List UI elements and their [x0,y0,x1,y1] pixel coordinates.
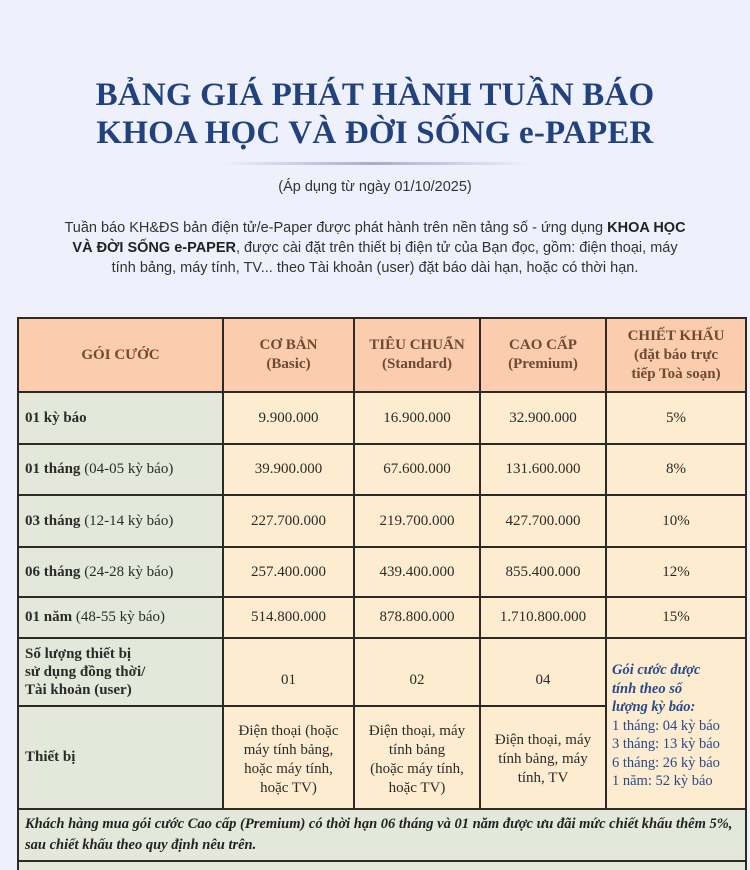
header-standard [354,318,480,392]
title-line-2: KHOA HỌC VÀ ĐỜI SỐNG e-PAPER [96,115,654,151]
note-item: 1 tháng: 04 kỳ báo [612,717,720,734]
row-label [18,597,223,638]
row-label [18,392,223,444]
price-basic: 514.800.000 [223,597,354,638]
table-header-row [18,318,746,392]
table-row [18,392,746,444]
row-label [18,547,223,597]
note-item: 6 tháng: 26 kỳ báo [612,754,720,771]
next-row-partial [18,861,746,870]
row-label-detail: (12-14 kỳ báo) [80,512,174,529]
discount-value: 5% [606,392,746,444]
row-label-bold: 01 kỳ báo [25,409,87,426]
page-title [0,76,750,152]
row-label-bold: 03 tháng [25,512,81,529]
title-divider [222,162,528,165]
intro-text-1: Tuần báo KH&ĐS bản điện tử/e-Paper được phát hành trên nền tảng số - ứng dụng [64,220,608,236]
row-label [18,444,223,495]
devices-basic-line: hoặc TV) [260,779,317,796]
concurrent-premium: 04 [480,638,606,706]
price-premium: 131.600.000 [480,444,606,495]
intro-text-2: , được cài đặt trên thiết bị điện tử của Bạn đọc, gồm: điện thoại, máy tính bảng, máy tính, TV... theo Tài khoản (user) đặt báo dài hạn, hoặc có thời hạn. [111,240,678,276]
discount-value: 15% [606,597,746,638]
header-basic-sub: (Basic) [266,356,311,372]
table-row [18,444,746,495]
row-label-bold: 01 tháng [25,461,81,477]
note-heading-line-1: Gói cước được [612,662,701,678]
concurrent-label-line-1: Số lượng thiết bị [25,646,132,662]
price-standard: 67.600.000 [354,444,480,495]
intro-app-name: KHOA HỌC VÀ ĐỜI SỐNG e-PAPER [72,220,686,256]
devices-basic-line: hoặc máy tính, [244,760,333,777]
price-premium: 427.700.000 [480,495,606,547]
devices-label [18,706,223,809]
price-table [17,317,747,870]
concurrent-devices-row [18,638,746,706]
concurrent-label-line-2: sử dụng đồng thời/ [25,664,146,680]
price-basic: 257.400.000 [223,547,354,597]
devices-basic-line: Điện thoại (hoặc [238,722,339,739]
devices-standard [354,706,480,809]
devices-basic [223,706,354,809]
footnote-row [18,809,746,861]
row-label-bold: 06 tháng [25,563,81,580]
header-standard-title: TIÊU CHUẨN [369,337,465,353]
devices-label-text: Thiết bị [25,749,76,765]
devices-standard-line: hoặc TV) [388,779,446,796]
premium-extra-discount-note: Khách hàng mua gói cước Cao cấp (Premium) có thời hạn 06 tháng và 01 năm được ưu đãi mức chiết khấu thêm 5%, sau chiết khấu theo quy định nêu trên. [18,809,746,861]
devices-premium [480,706,606,809]
concurrent-basic: 01 [223,638,354,706]
price-basic: 39.900.000 [223,444,354,495]
header-standard-sub: (Standard) [381,356,452,372]
discount-value: 12% [606,547,746,597]
devices-premium-line: Điện thoại, máy [494,732,592,748]
price-basic: 9.900.000 [223,392,354,444]
intro-paragraph [60,218,690,278]
note-heading-line-2: tính theo số [612,680,683,697]
table-row [18,495,746,547]
price-standard: 219.700.000 [354,495,480,547]
price-premium: 1.710.800.000 [480,597,606,638]
devices-standard-line: tính bảng [388,741,446,758]
concurrent-label [18,638,223,706]
table-row [18,597,746,638]
next-row-cell [18,861,746,870]
row-label-detail: (04-05 kỳ báo) [80,461,174,477]
concurrent-standard: 02 [354,638,480,706]
price-standard: 16.900.000 [354,392,480,444]
header-discount-sub-2: tiếp Toà soạn) [631,365,721,382]
header-discount-sub-1: (đặt báo trực [634,346,718,363]
header-premium [480,318,606,392]
row-label [18,495,223,547]
title-line-1: BẢNG GIÁ PHÁT HÀNH TUẦN BÁO [95,77,655,113]
header-basic-title: CƠ BẢN [259,337,318,353]
header-premium-sub: (Premium) [508,356,578,372]
price-basic: 227.700.000 [223,495,354,547]
discount-value: 8% [606,444,746,495]
discount-value: 10% [606,495,746,547]
devices-premium-line: tính bảng, máy [498,751,588,767]
note-heading-line-3: lượng kỳ báo: [612,699,696,715]
price-premium: 32.900.000 [480,392,606,444]
price-premium: 855.400.000 [480,547,606,597]
table-row [18,547,746,597]
effective-date: (Áp dụng từ ngày 01/10/2025) [278,179,472,195]
issue-count-note [606,638,746,809]
row-label-detail: (24-28 kỳ báo) [80,563,174,580]
devices-standard-line: (hoặc máy tính, [370,760,464,777]
devices-standard-line: Điện thoại, máy [368,722,466,739]
concurrent-label-line-3: Tài khoản (user) [25,682,132,698]
header-package: GÓI CƯỚC [18,318,223,392]
header-premium-title: CAO CẤP [509,337,577,353]
header-basic [223,318,354,392]
price-standard: 878.800.000 [354,597,480,638]
row-label-bold: 01 năm [25,609,73,625]
header-discount-title: CHIẾT KHẤU [627,327,725,344]
note-item: 3 tháng: 13 kỳ báo [612,736,720,752]
header-discount [606,318,746,392]
price-standard: 439.400.000 [354,547,480,597]
devices-basic-line: máy tính bảng, [243,741,334,758]
devices-premium-line: tính, TV [517,770,569,786]
row-label-detail: (48-55 kỳ báo) [72,609,165,625]
note-item: 1 năm: 52 kỳ báo [612,773,713,789]
